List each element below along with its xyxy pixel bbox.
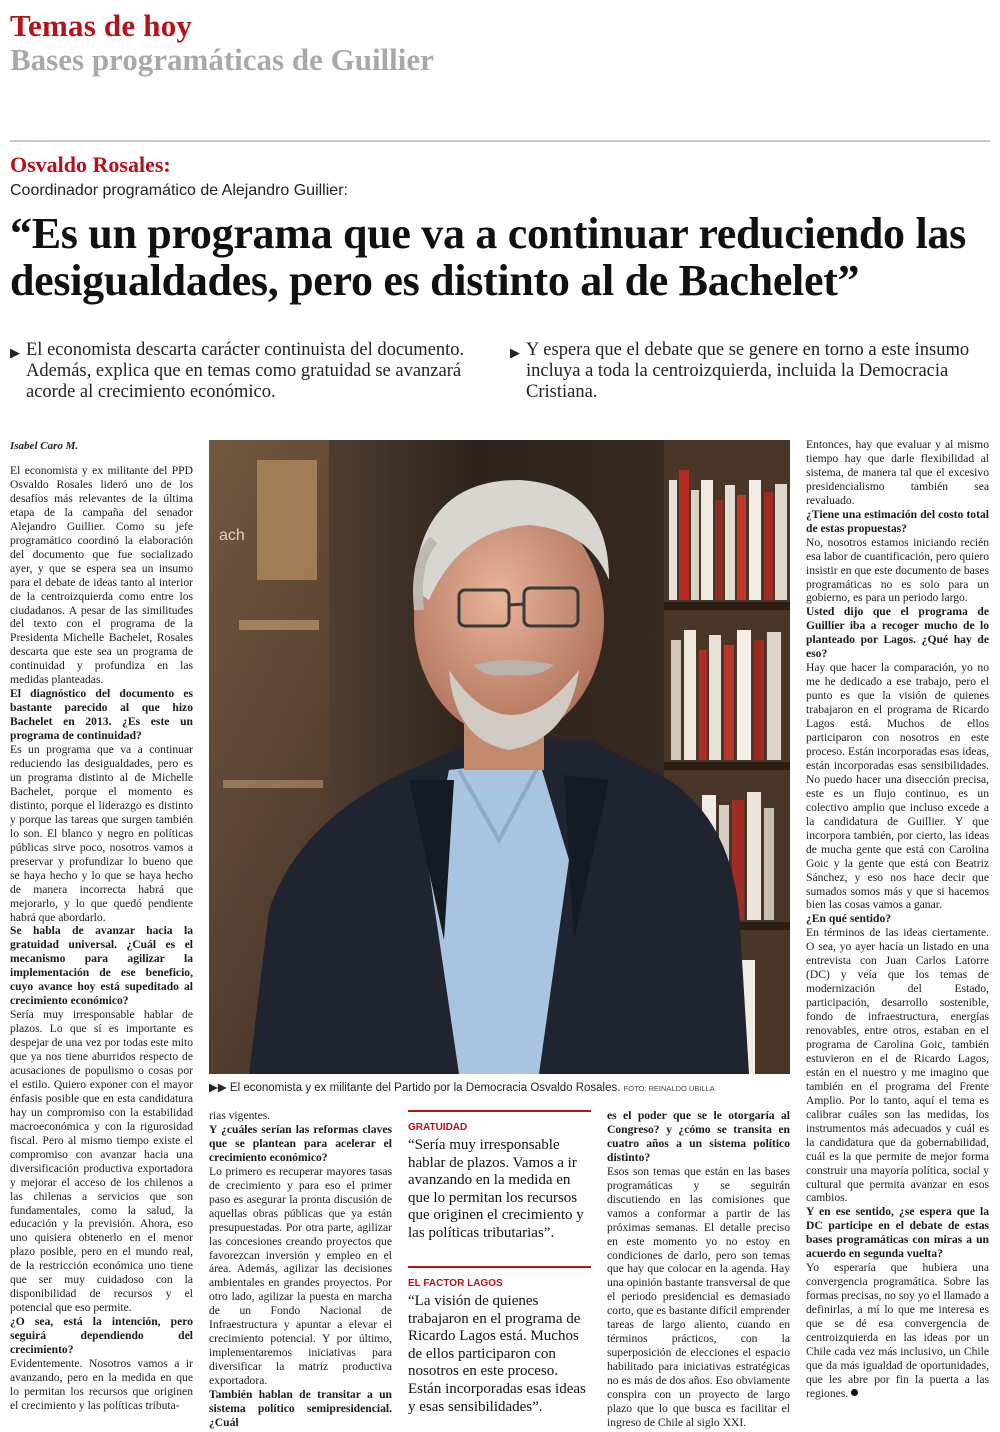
pull-quote-label: GRATUIDAD (408, 1122, 468, 1133)
body-paragraph: rias vigentes. (209, 1109, 271, 1122)
deck-item (510, 340, 990, 403)
pull-quote (408, 1266, 591, 1416)
pull-quote (408, 1110, 591, 1243)
interview-question: Se habla de avanzar hacia la gratuidad universal. ¿Cuál es el mecanismo para agilizar la implementación de ese beneficio, cuyo avance hoy está supeditado al crecimiento económico? (10, 924, 193, 1008)
portrait-photo (209, 440, 790, 1074)
body-column-2 (209, 1109, 392, 1430)
body-paragraph: Hay que hacer la comparación, yo no me he dedicado a ese trabajo, pero el punto es que la visión de quienes trabajaron en el programa de Ricardo Lagos está. Muchos de ellos participaron con nosotros en este proceso. Están incorporadas esas ideas, están incorporadas esas sensibilidades. No puedo hacer una disección precisa, este es un flujo continuo, es un colectivo amplio que incluso excede a la candidatura de Guillier. Y que incorpora también, por cierto, las ideas de mucha gente que está con Carolina Goic y la gente que está con Beatriz Sánchez, y eso nos hace decir que sumados somos más y que si hacemos bien las cosas vamos a ganar. (806, 661, 989, 912)
body-column-4 (607, 1109, 790, 1430)
body-paragraph: El economista y ex militante del PPD Osvaldo Rosales lideró uno de los desafíos más relevantes de la última etapa de la campaña del senador Alejandro Guillier. Como su jefe programático coordinó la elaboración del documento que fue socializado ayer, y que se espera sea un insumo para el debate de ideas tanto al interior de la centroizquierda como entre los ciudadanos. A pesar de las similitudes del texto con el programa de la Presidenta Michelle Bachelet, Rosales descarta que este sea un programa de continuidad y profundiza en las medidas planteadas. (10, 464, 193, 687)
pull-quote-text: “La visión de quienes trabajaron en el programa de Ricardo Lagos está. Muchos de ellos participaron con nosotros en este proceso. Están incorporadas esas ideas y esas sensibilidades”. (408, 1293, 586, 1415)
interview-question: El diagnóstico del documento es bastante parecido al que hizo Bachelet en 2013. ¿Es este un programa de continuidad? (10, 687, 193, 743)
end-mark-icon (851, 1389, 858, 1396)
interview-question: es el poder que se le otorgaría al Congreso? y ¿cómo se transita en cuatro años a un sistema político distinto? (607, 1109, 790, 1164)
deck-item (10, 340, 495, 403)
interview-question: ¿En qué sentido? (806, 912, 892, 926)
section-title: Temas de hoy (10, 8, 193, 43)
book-spine-label: ach (219, 527, 245, 544)
body-column-1 (10, 464, 193, 1413)
body-paragraph: Evidentemente. Nosotros vamos a ir avanzando, pero en la medida en que lo permitan los recursos que originen el crecimiento y las políticas tributa- (10, 1357, 193, 1412)
interviewee-role: Coordinador programático de Alejandro Guillier: (10, 182, 348, 199)
body-paragraph: No, nosotros estamos iniciando recién esa labor de cuantificación, pero quiero insistir en que este documento de bases programáticas no es solo para un gobierno, es para un periodo largo. (806, 535, 989, 605)
body-paragraph: Lo primero es recuperar mayores tasas de crecimiento y para eso el primer paso es asegurar la pronta discusión de aquellas obras públicas que ya están presupuestadas. Por otra parte, agilizar las concesiones creando proyectos que favorezcan inversión y empleo en el área. Además, agilizar las decisiones ambientales en grandes proyectos. Por otro lado, agilizar la puesta en marcha de un Fondo Nacional de Infraestructura y apuntar a elevar el crecimiento potencial. Y por último, implementaremos iniciativas para diversificar la matriz productiva exportadora. (209, 1164, 392, 1388)
interview-question: ¿O sea, está la intención, pero seguirá dependiendo del crecimiento? (10, 1315, 193, 1357)
body-paragraph: Sería muy irresponsable hablar de plazos. Lo que sí es importante es despejar de una vez por todas este mito que ya nos tiene aburridos respecto de acusaciones de populismo o cosas por el estilo. Quiero exponer con el mayor énfasis posible que en esta candidatura hay un compromiso con la estabilidad macroeconómica y con la rigurosidad fiscal. Pero al mismo tiempo existe el compromiso con avanzar hacia una diversificación productiva exportadora y mejorar el acceso de los chilenos a las chilenas a servicios que son fundamentales, como la salud, la educación y la previsión. Ahora, eso uno quisiera obtenerlo en el menor plazo posible, pero en el mundo real, de la restricción económica uno tiene que ser muy cuidadoso con la disponibilidad de recursos y el potencial que eso permite. (10, 1008, 193, 1315)
interviewee-name: Osvaldo Rosales: (10, 152, 171, 177)
interview-question: Usted dijo que el programa de Guillier iba a recoger mucho de lo planteado por Lagos. ¿Qué hay de eso? (806, 605, 989, 661)
interview-question: Y ¿cuáles serían las reformas claves que se plantean para acelerar el crecimiento económico? (209, 1122, 392, 1164)
byline: Isabel Caro M. (10, 440, 79, 452)
caption-text: El economista y ex militante del Partido por la Democracia Osvaldo Rosales. (229, 1082, 621, 1094)
pull-quote-label: EL FACTOR LAGOS (408, 1278, 503, 1289)
body-paragraph: Esos son temas que están en las bases programáticas y se seguirán discutiendo en las comisiones que vamos a conformar a partir de las próximas semanas. El detalle preciso en este momento yo no estoy en condiciones de darlo, pero son temas que hay que colocar en la agenda. Hay una opinión bastante transversal de que el periodo presidencial es demasiado corto, que es bastante difícil emprender tareas de largo aliento, cuando en términos prácticos, con la superposición de elecciones el espacio habilitado para iniciativas estratégicas no es más de dos años. Eso obviamente conspira con un proyecto de largo plazo que lo que busca es facilitar el ingreso de Chile al siglo XXI. (607, 1164, 790, 1429)
section-divider (10, 140, 990, 142)
photo-credit: FOTO: REINALDO UBILLA (623, 1084, 715, 1093)
interview-question: ¿Tiene una estimación del costo total de estas propuestas? (806, 507, 989, 535)
section-subtitle: Bases programáticas de Guillier (10, 42, 434, 77)
triangle-bullet-icon: ▶ (510, 345, 520, 360)
portrait-illustration (209, 440, 790, 1074)
pull-quote-text: “Sería muy irresponsable hablar de plazos. Vamos a ir avanzando en la medida en que lo permitan los recursos que originen el crecimiento y las políticas tributarias”. (408, 1137, 584, 1241)
body-paragraph: En términos de las ideas ciertamente. O sea, yo ayer hacía un listado en una entrevista con Juan Carlos Latorre (DC) y veía que los temas de modernización del Estado, participación, desarrollo sostenible, fondo de infraestructura, energías renovables, entre otros, estaban en el programa de Carolina Goic, también estuvieron en el de Ricardo Lagos, están en el nuestro y me imagino que también en el programa del Frente Amplio. Por lo tanto, aquí el tema es calibrar cuáles son las medidas, los instrumentos más adecuados y cuál es la candidatura que da gobernabilidad, cuál es la que permite de mejor forma construir una mayoría política, social y cultural que permita avanzar en esos cambios. (806, 926, 989, 1205)
caption-arrow-icon: ▶▶ (209, 1082, 227, 1094)
body-paragraph: Entonces, hay que evaluar y al mismo tiempo hay que darle flexibilidad al sistema, de manera tal que el excesivo presidencialismo también sea revaluado. (806, 438, 989, 507)
interview-question: Y en ese sentido, ¿se espera que la DC participe en el debate de estas bases programáticas con miras a un acuerdo en segunda vuelta? (806, 1205, 989, 1261)
photo-caption (209, 1080, 799, 1094)
body-column-5 (806, 438, 989, 1401)
triangle-bullet-icon: ▶ (10, 345, 20, 360)
body-paragraph: Yo esperaría que hubiera una convergencia programática. Sobre las formas precisas, no soy yo el llamado a definirlas, a mí lo que me interesa es que se dé esa convergencia de centroizquierda en las ideas por un Chile cada vez más inclusivo, un Chile que da más igualdad de oportunidades, que les abre por fin la puerta a las regiones. (806, 1261, 989, 1400)
interview-question: También hablan de transitar a un sistema político semipresidencial. ¿Cuál (209, 1388, 392, 1429)
deck-text: El economista descarta carácter continuista del documento. Además, explica que en temas como gratuidad se avanzará acorde al crecimiento económico. (26, 340, 465, 402)
deck-text: Y espera que el debate que se genere en torno a este insumo incluya a toda la centroizquierda, incluida la Democracia Cristiana. (526, 340, 970, 402)
body-paragraph: Es un programa que va a continuar reduciendo las desigualdades, pero es un programa distinto al de Michelle Bachelet, porque el momento es distinto, porque el liderazgo es distinto y porque las tareas que surgen también lo son. El blanco y negro en políticas públicas sirve poco, nosotros vamos a preservar y profundizar lo bueno que se haya hecho y lo que se haya hecho de manera incorrecta habrá que mejorarlo, y lo que quedó pendiente habrá que abordarlo. (10, 743, 193, 924)
headline: “Es un programa que va a continuar reduciendo las desigualdades, pero es distinto al de Bachelet” (10, 209, 966, 305)
pull-quote-rule (408, 1110, 591, 1112)
pull-quote-rule (408, 1266, 591, 1268)
